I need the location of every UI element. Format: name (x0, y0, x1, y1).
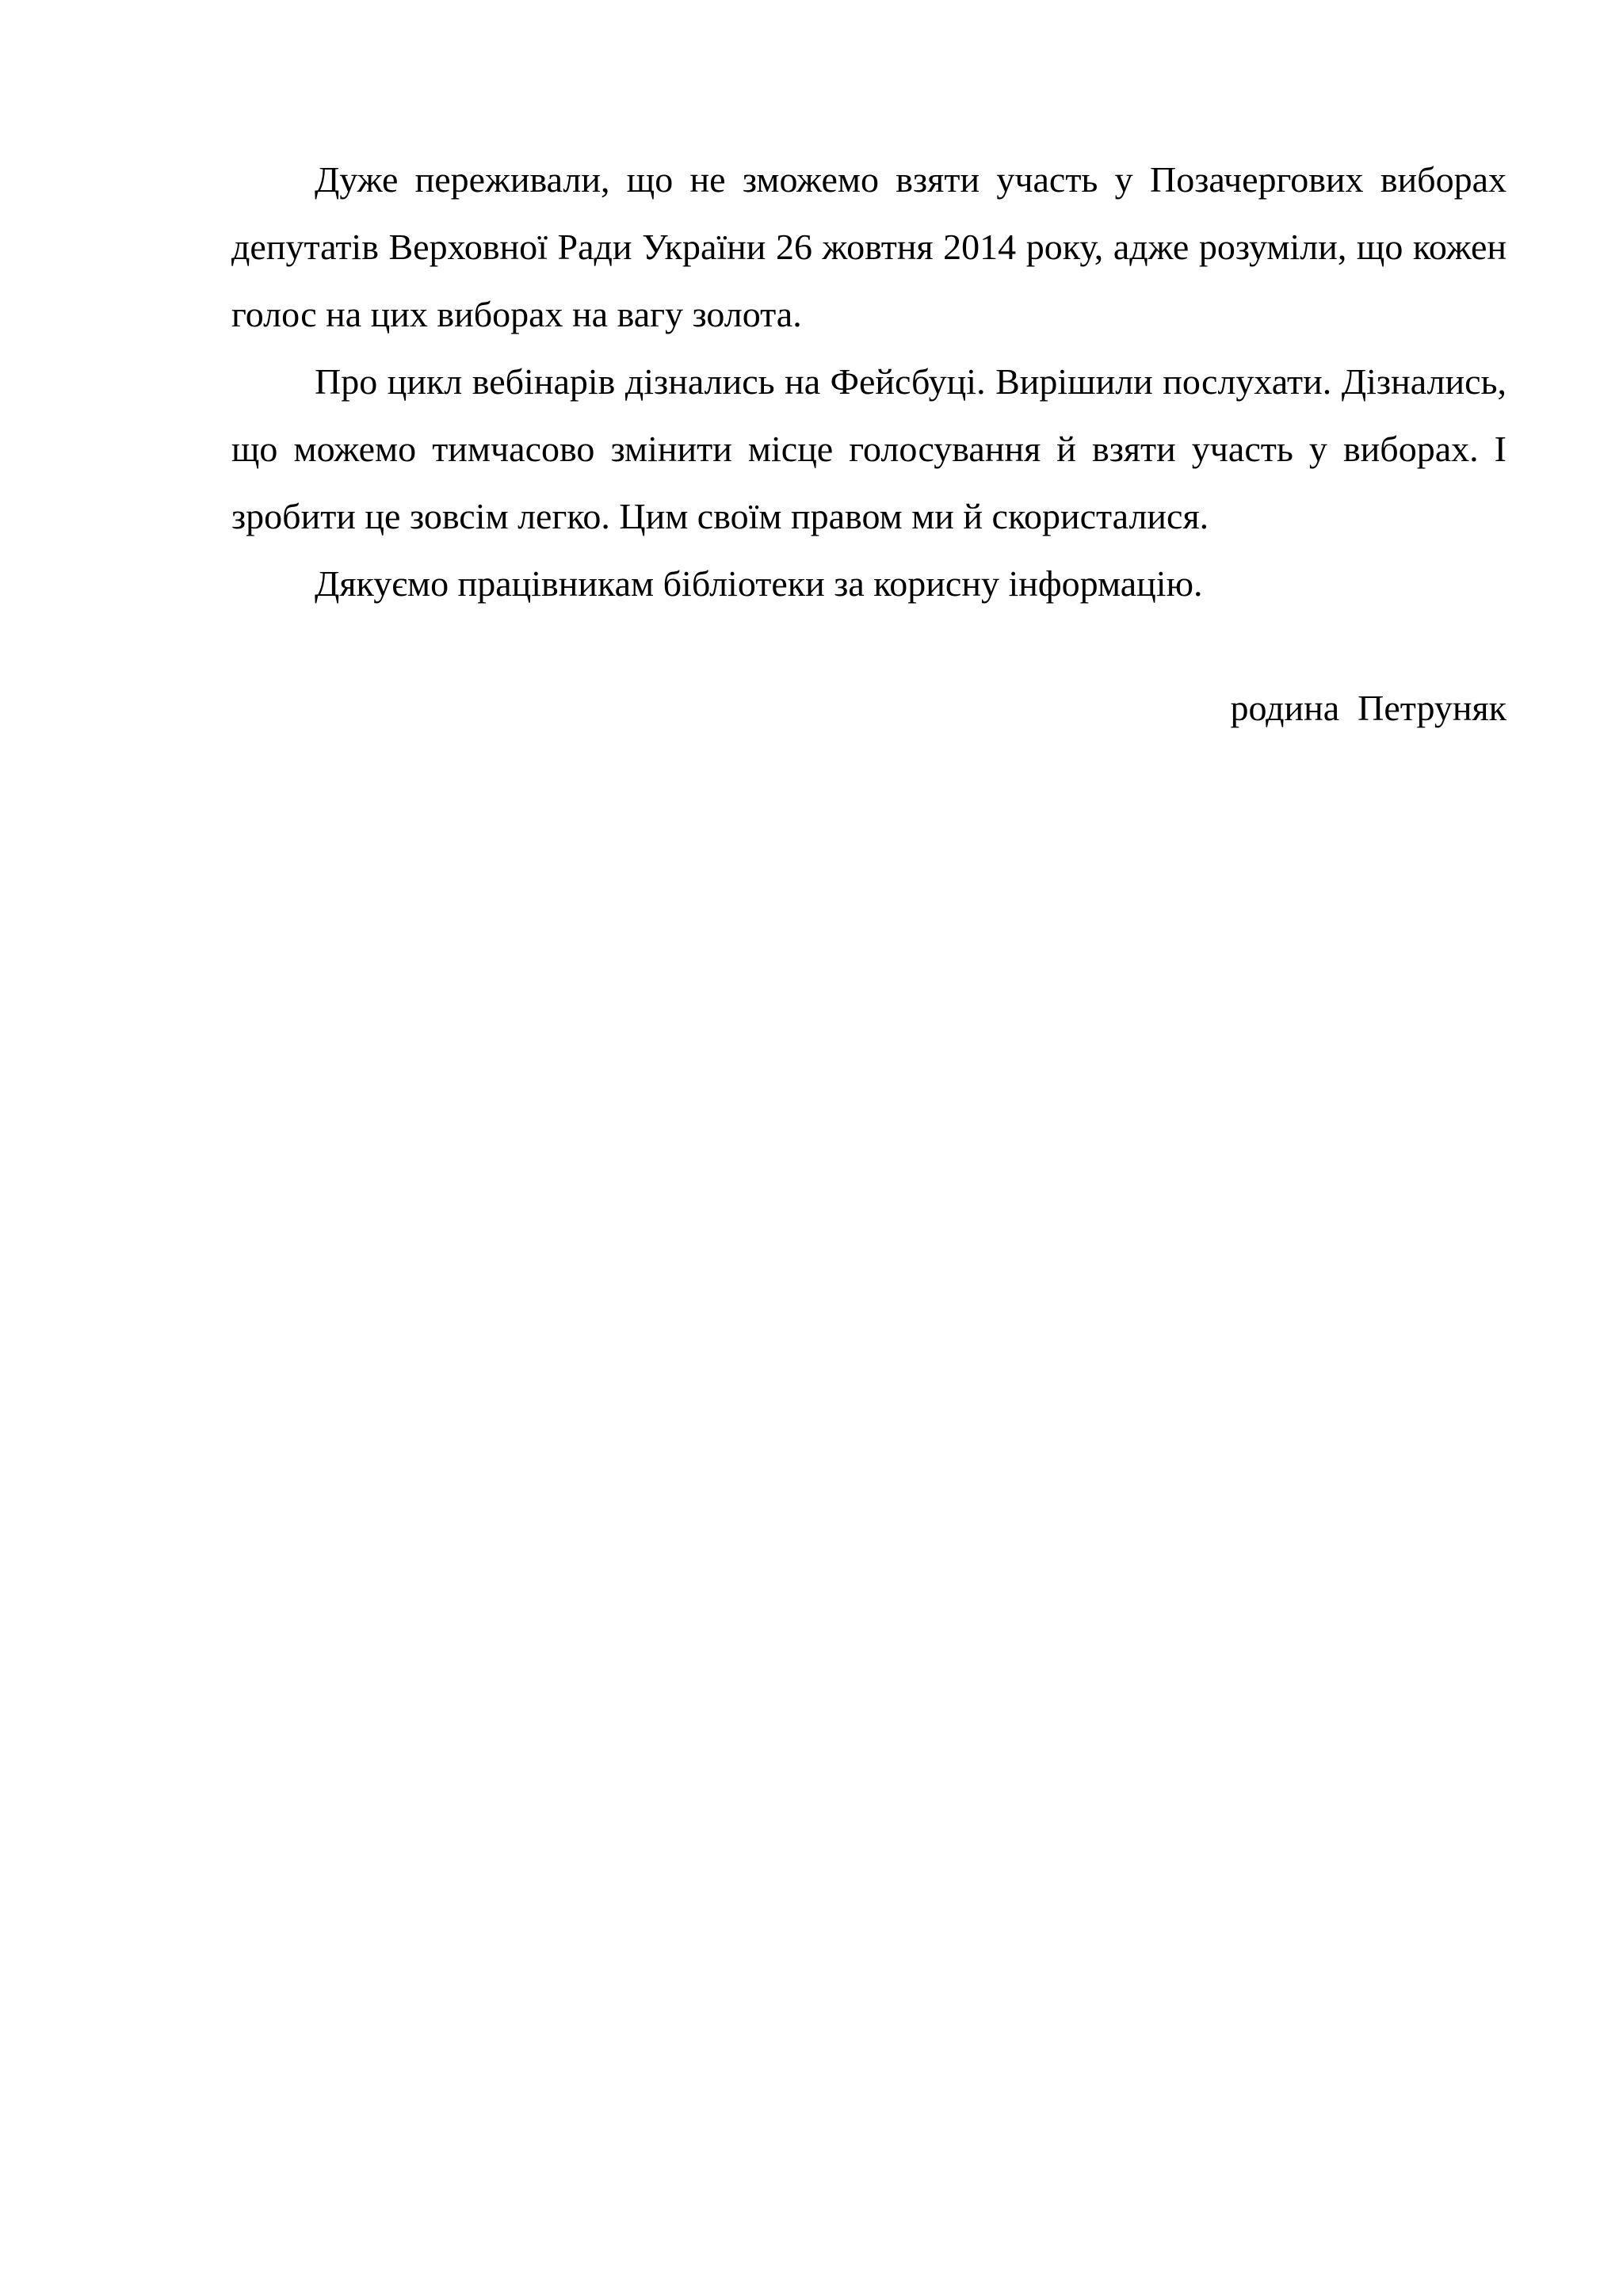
paragraph-3: Дякуємо працівникам бібліотеки за корисну інформацію. (315, 563, 1203, 604)
paragraph-2: Про цикл вебінарів дізнались на Фейсбуці. Вирішили послухати. Дізнались, що можемо тимчасово змінити місце голосування й взяти участь у виборах. І зробити це зовсім легко. Цим своїм правом ми й скористалися. (231, 361, 1507, 536)
paragraph-1: Дуже переживали, що не зможемо взяти участь у Позачергових виборах депутатів Верховної Ради України 26 жовтня 2014 року, адже розуміли, що кожен голос на цих виборах на вагу золота. (231, 159, 1507, 334)
letter-body (231, 146, 1507, 617)
signature: родина Петруняк (1230, 688, 1507, 728)
